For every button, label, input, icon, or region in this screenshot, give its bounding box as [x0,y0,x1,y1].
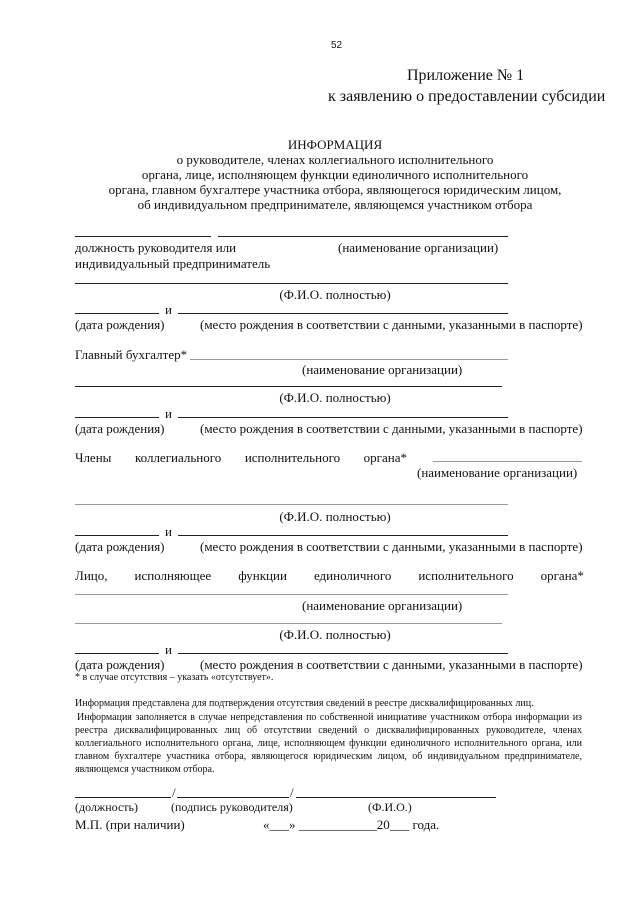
org-name-label: (наименование организации) [302,598,463,613]
sole-executive-word: исполнительного [418,568,514,583]
members-word: исполнительного [244,450,341,465]
sole-executive-fio-line[interactable] [75,623,502,624]
members-fio-line[interactable] [75,504,508,505]
sole-executive-org-line[interactable] [75,594,508,595]
birth-date-label: (дата рождения) [75,421,165,436]
org-name-label: (наименование организации) [302,362,463,377]
and-label: и [165,406,172,421]
appendix-number: Приложение № 1 [407,67,525,84]
sole-executive-word: функции [238,568,287,583]
position-field-line[interactable] [75,236,211,237]
members-word: коллегиального [134,450,222,465]
title-line-2: органа, лице, исполняющем функции единоличного исполнительного [141,167,529,182]
head-birth-place-line[interactable] [178,313,508,314]
position-head-label: должность руководителя или [75,240,237,255]
fio-label: (Ф.И.О. полностью) [279,509,391,524]
info-paragraph-2: Информация заполняется в случае непредставления по собственной инициативе участником отбора информации из реестра дисквалифицированных лиц об отсутствии сведений о дисквалифицированных руководителе, членах коллегиального исполнительного органа, лице, исполняющем функции единоличного исполнительного органа, или главном бухгалтере участника отбора, являющегося юридическим лицом, об индивидуальном предпринимателе, являющемся участником отбора. [75,712,582,775]
title-line-3: органа, главном бухгалтере участника отбора, являющегося юридическим лицом, [108,182,562,197]
org-name-label: (наименование организации) [338,240,499,255]
signature-position-line[interactable] [75,797,171,798]
document-title: ИНФОРМАЦИЯ [287,137,383,152]
signature-date-field[interactable]: «___» ____________20___ года. [263,817,440,832]
members-org-line[interactable] [433,461,582,462]
members-word: органа* [363,450,407,465]
members-birth-date-line[interactable] [75,535,159,536]
sole-executive-word: единоличного [313,568,392,583]
entrepreneur-label: индивидуальный предприниматель [75,256,271,271]
head-fio-field-line[interactable] [75,283,508,284]
info-paragraph-1: Информация представлена для подтверждения отсутствия сведений в реестре дисквалифицированных лиц. [75,698,534,709]
fio-label: (Ф.И.О. полностью) [279,627,391,642]
birth-date-label: (дата рождения) [75,539,165,554]
sole-executive-word: Лицо, [75,568,108,583]
sole-executive-label [75,569,584,582]
page-number: 52 [331,40,343,51]
birth-date-label: (дата рождения) [75,657,165,672]
members-birth-place-line[interactable] [178,535,508,536]
fio-label: (Ф.И.О. полностью) [279,287,391,302]
signature-fio-label: (Ф.И.О.) [368,800,412,814]
birth-place-label: (место рождения в соответствии с данными, указанными в паспорте) [200,657,583,672]
chief-accountant-label: Главный бухгалтер* [75,347,188,362]
footnote: * в случае отсутствия – указать «отсутствует». [75,672,274,683]
org-name-label: (наименование организации) [417,465,578,480]
birth-place-label: (место рождения в соответствии с данными, указанными в паспорте) [200,317,583,332]
appendix-subtitle: к заявлению о предоставлении субсидии [328,88,606,105]
and-label: и [165,302,172,317]
chief-accountant-org-line[interactable] [190,359,508,360]
birth-date-label: (дата рождения) [75,317,165,332]
signature-fio-line[interactable] [296,797,496,798]
birth-place-label: (место рождения в соответствии с данными, указанными в паспорте) [200,539,583,554]
head-birth-date-line[interactable] [75,313,159,314]
sole-executive-word: органа* [540,568,584,583]
fio-label: (Ф.И.О. полностью) [279,390,391,405]
sole-executive-birth-date-line[interactable] [75,653,159,654]
stamp-label: М.П. (при наличии) [75,817,185,832]
separator-slash: / [172,785,176,800]
chief-accountant-birth-date-line[interactable] [75,417,159,418]
and-label: и [165,642,172,657]
title-line-4: об индивидуальном предпринимателе, являющемся участником отбора [137,197,533,212]
chief-accountant-fio-line[interactable] [75,386,502,387]
chief-accountant-birth-place-line[interactable] [178,417,508,418]
sole-executive-birth-place-line[interactable] [178,653,508,654]
separator-slash: / [290,785,294,800]
title-line-1: о руководителе, членах коллегиального исполнительного [176,152,494,167]
birth-place-label: (место рождения в соответствии с данными, указанными в паспорте) [200,421,583,436]
members-label [75,451,407,464]
signature-position-label: (должность) [75,800,138,814]
sole-executive-word: исполняющее [134,568,212,583]
signature-head-label: (подпись руководителя) [171,800,293,814]
org-name-field-line[interactable] [218,236,508,237]
and-label: и [165,524,172,539]
signature-line[interactable] [177,797,289,798]
members-word: Члены [75,450,112,465]
